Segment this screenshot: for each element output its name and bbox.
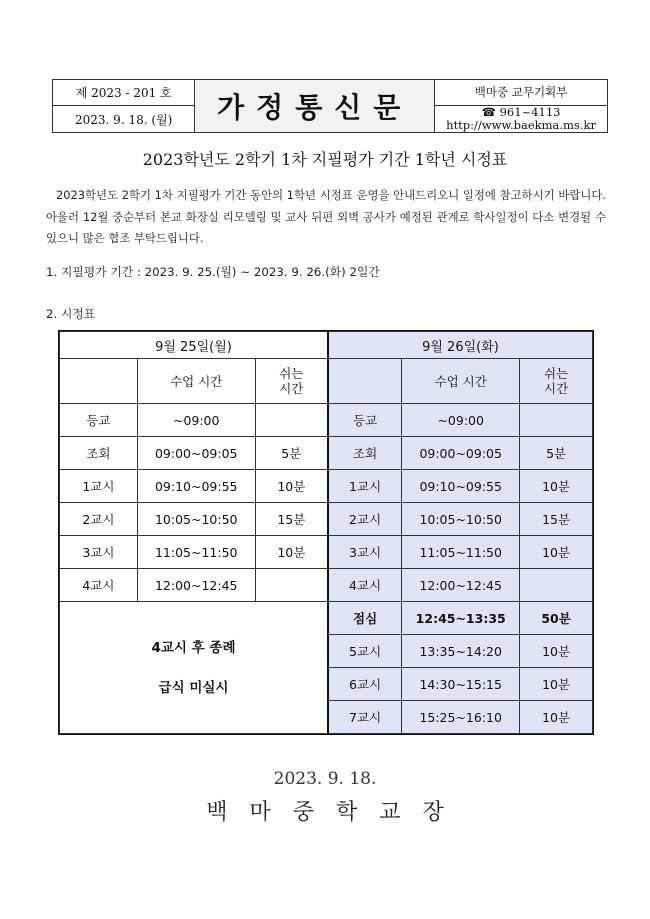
period-label: 2교시 [60, 503, 138, 536]
day2-class-time-header: 수업 시간 [402, 359, 520, 404]
day1-break-header: 쉬는 시간 [255, 359, 328, 404]
period-label: 점심 [328, 602, 402, 635]
break-time: 10분 [520, 470, 593, 503]
break-time: 10분 [520, 536, 593, 569]
period-label: 2교시 [328, 503, 402, 536]
period-label: 6교시 [328, 668, 402, 701]
break-time [255, 404, 328, 437]
period-label: 등교 [328, 404, 402, 437]
period-time: 12:00~12:45 [402, 569, 520, 602]
break-time: 10분 [520, 635, 593, 668]
period-time: 11:05~11:50 [402, 536, 520, 569]
period-time: 13:35~14:20 [402, 635, 520, 668]
period-time: 09:10~09:55 [137, 470, 255, 503]
exam-period: 1. 지필평가 기간 : 2023. 9. 25.(월) ~ 2023. 9. 26.(화) 2일간 [46, 265, 380, 279]
break-time: 15분 [255, 503, 328, 536]
website-link[interactable]: http://www.baekma.ms.kr [446, 118, 596, 132]
department-name: 백마중 교무기획부 [435, 80, 608, 106]
schedule-table [59, 331, 593, 734]
document-title: 2023학년도 2학기 1차 지필평가 기간 1학년 시정표 [142, 150, 508, 169]
break-time [520, 404, 593, 437]
break-time [255, 569, 328, 602]
note-line-dismissal: 4교시 후 종례 [151, 639, 236, 656]
period-label: 4교시 [60, 569, 138, 602]
period-time: ~09:00 [402, 404, 520, 437]
table-row [60, 437, 593, 470]
phone-number: ☎ 961~4113 [481, 105, 561, 119]
break-time: 10분 [255, 470, 328, 503]
issue-date: 2023. 9. 18. (월) [53, 106, 195, 133]
day1-dismissal-note [60, 602, 328, 734]
period-time: 14:30~15:15 [402, 668, 520, 701]
table-row [60, 470, 593, 503]
schedule-heading: 2. 시정표 [46, 307, 96, 321]
table-row [60, 569, 593, 602]
period-label: 1교시 [60, 470, 138, 503]
document-type-title: 가정통신문 [195, 80, 435, 133]
period-time: 09:00~09:05 [137, 437, 255, 470]
period-label: 조회 [60, 437, 138, 470]
period-time: 10:05~10:50 [137, 503, 255, 536]
period-label: 3교시 [328, 536, 402, 569]
day1-class-time-header: 수업 시간 [137, 359, 255, 404]
period-time: 12:45~13:35 [402, 602, 520, 635]
break-time: 15분 [520, 503, 593, 536]
period-label: 1교시 [328, 470, 402, 503]
period-label: 3교시 [60, 536, 138, 569]
footer-date: 2023. 9. 18. [273, 769, 377, 789]
break-time: 10분 [520, 701, 593, 734]
table-row [60, 536, 593, 569]
day1-label-header [60, 359, 138, 404]
intro-paragraph [46, 185, 606, 250]
period-label: 등교 [60, 404, 138, 437]
contact-info [435, 106, 608, 133]
issue-number: 제 2023 - 201 호 [53, 80, 195, 106]
break-time: 10분 [520, 668, 593, 701]
day2-label-header [328, 359, 402, 404]
masthead [52, 79, 608, 133]
period-label: 5교시 [328, 635, 402, 668]
period-label: 조회 [328, 437, 402, 470]
period-time: 15:25~16:10 [402, 701, 520, 734]
principal-signature: 백마중학교장 [206, 800, 466, 825]
break-time: 50분 [520, 602, 593, 635]
table-row [60, 503, 593, 536]
period-time: 12:00~12:45 [137, 569, 255, 602]
period-time: ~09:00 [137, 404, 255, 437]
period-time: 11:05~11:50 [137, 536, 255, 569]
break-time [520, 569, 593, 602]
period-label: 7교시 [328, 701, 402, 734]
period-label: 4교시 [328, 569, 402, 602]
note-line-no-lunch: 급식 미실시 [158, 679, 229, 696]
table-row [60, 602, 593, 635]
period-time: 09:10~09:55 [402, 470, 520, 503]
day2-header: 9월 26일(화) [328, 332, 593, 359]
table-row [60, 404, 593, 437]
intro-text: 2023학년도 2학기 1차 지필평가 기간 동안의 1학년 시정표 운영을 안내드리오니 일정에 참고하시기 바랍니다. 아울러 12월 중순부터 본교 화장실 리모델링 및 교사 뒤편 외벽 공사가 예정된 관계로 학사일정이 다소 변경될 수 있으니 많은 협조 부탁드립니다. [46, 188, 606, 245]
break-time: 10분 [255, 536, 328, 569]
break-time: 5분 [520, 437, 593, 470]
period-time: 10:05~10:50 [402, 503, 520, 536]
period-time: 09:00~09:05 [402, 437, 520, 470]
day2-break-header: 쉬는 시간 [520, 359, 593, 404]
day1-header: 9월 25일(월) [60, 332, 328, 359]
break-time: 5분 [255, 437, 328, 470]
